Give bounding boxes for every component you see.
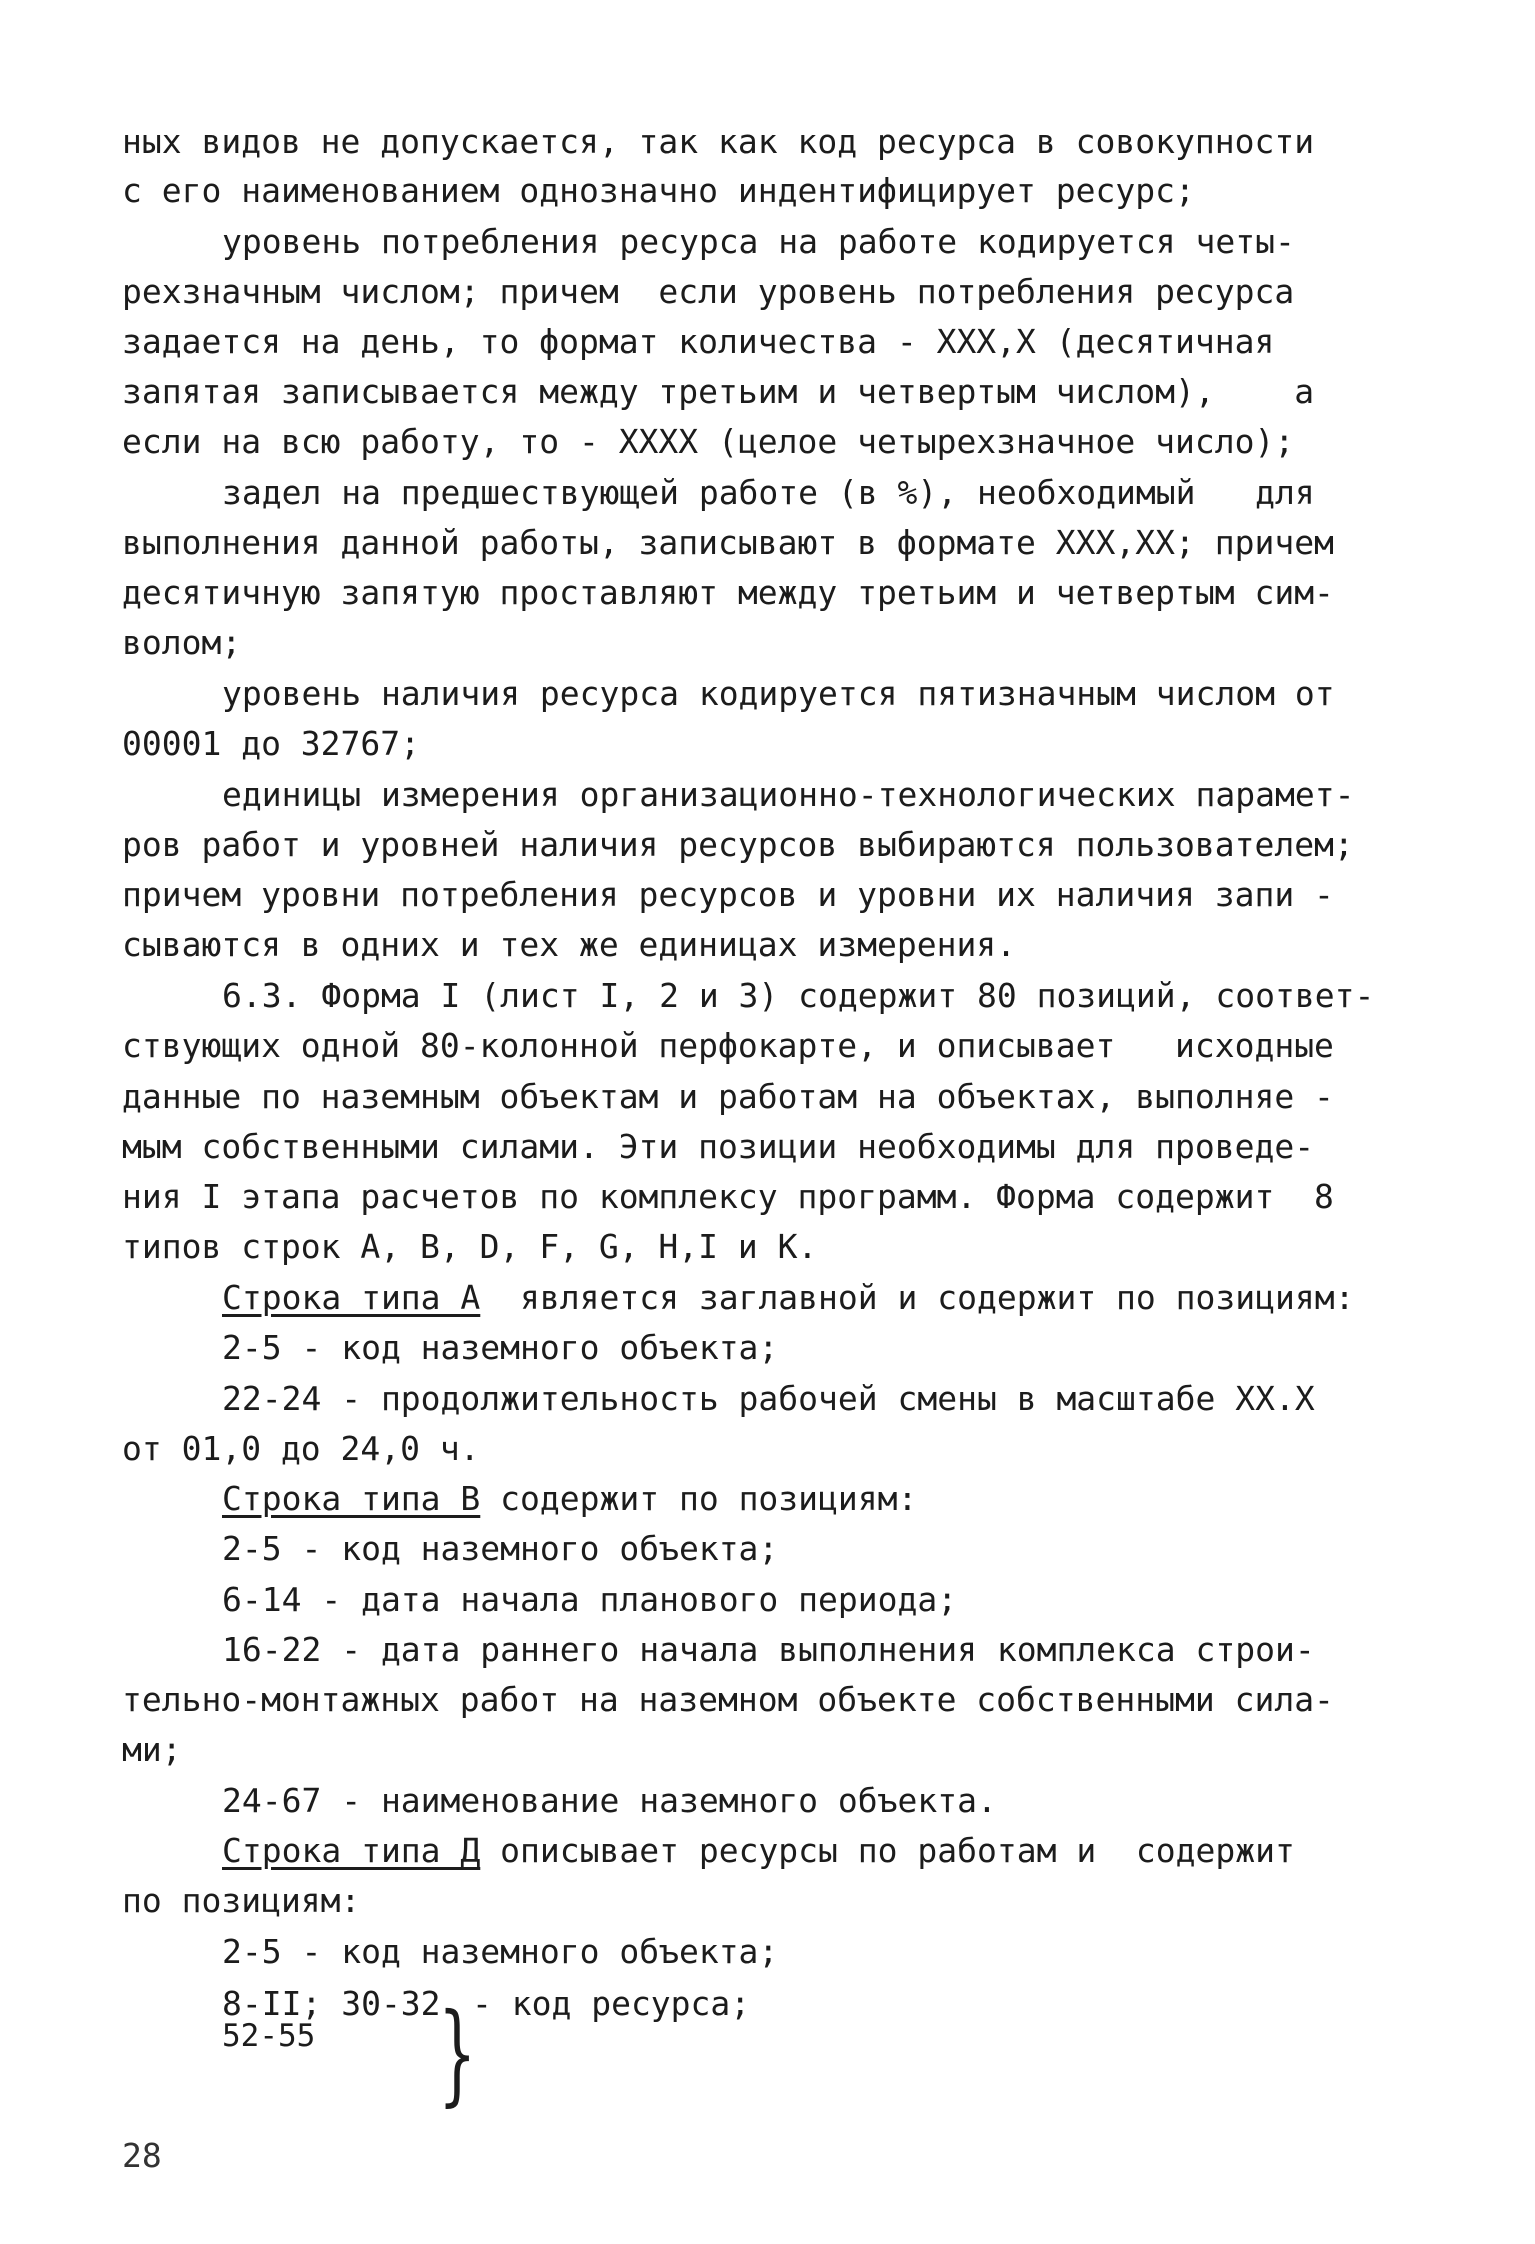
text-line: 2-5 - код наземного объекта; bbox=[222, 1932, 779, 1971]
text-line: причем уровни потребления ресурсов и уровни их наличия запи - bbox=[122, 875, 1334, 914]
text-line: задается на день, то формат количества - XXX,X (десятичная bbox=[122, 322, 1275, 361]
text-line: с его наименованием однозначно индентифицирует ресурс; bbox=[122, 171, 1195, 210]
text-line: 22-24 - продолжительность рабочей смены в масштабе XX.X bbox=[222, 1379, 1315, 1418]
text-line: ров работ и уровней наличия ресурсов выбираются пользователем; bbox=[122, 825, 1354, 864]
text-line: данные по наземным объектам и работам на объектах, выполняе - bbox=[122, 1077, 1334, 1116]
text-line: десятичную запятую проставляют между третьим и четвертым сим- bbox=[122, 573, 1334, 612]
resource-code-positions: 8-II; 30-32 bbox=[222, 1984, 441, 2023]
text-line: уровень наличия ресурса кодируется пятизначным числом от bbox=[222, 674, 1335, 713]
resource-code-label: - код ресурса; bbox=[472, 1984, 751, 2023]
text-line: задел на предшествующей работе (в %), необходимый для bbox=[222, 473, 1315, 512]
text-line: тельно-монтажных работ на наземном объекте собственными сила- bbox=[122, 1680, 1334, 1719]
curly-brace: } bbox=[438, 1989, 477, 2117]
row-type-b-text: содержит по позициям: bbox=[500, 1479, 918, 1518]
text-line bbox=[222, 1831, 1295, 1871]
text-line: от 01,0 до 24,0 ч. bbox=[122, 1429, 480, 1468]
text-line: 2-5 - код наземного объекта; bbox=[222, 1328, 779, 1367]
text-line: уровень потребления ресурса на работе кодируется четы- bbox=[222, 222, 1295, 261]
page-number: 28 bbox=[122, 2136, 162, 2175]
text-line: по позициям: bbox=[122, 1881, 361, 1920]
text-line: волом; bbox=[122, 623, 242, 662]
text-line bbox=[222, 1479, 917, 1519]
text-line: запятая записывается между третьим и четвертым числом), а bbox=[122, 372, 1315, 411]
text-line: ния I этапа расчетов по комплексу программ. Форма содержит 8 bbox=[122, 1177, 1334, 1216]
text-line: 00001 до 32767; bbox=[122, 724, 421, 763]
text-line: 2-5 - код наземного объекта; bbox=[222, 1529, 779, 1568]
row-type-d-heading: Строка типа Д bbox=[222, 1831, 481, 1870]
text-line: сываются в одних и тех же единицах измерения. bbox=[122, 925, 1017, 964]
row-type-b-heading: Строка типа В bbox=[222, 1479, 481, 1518]
text-line: выполнения данной работы, записывают в формате XXX,XX; причем bbox=[122, 523, 1334, 562]
text-line: 16-22 - дата раннего начала выполнения комплекса строи- bbox=[222, 1630, 1315, 1669]
text-line: единицы измерения организационно-технологических парамет- bbox=[222, 775, 1355, 814]
text-line: если на всю работу, то - XXXX (целое четырехзначное число); bbox=[122, 422, 1295, 461]
row-type-a-text: является заглавной и содержит по позициям: bbox=[520, 1278, 1355, 1317]
text-line: 24-67 - наименование наземного объекта. bbox=[222, 1781, 997, 1820]
resource-code-positions-extra: 52-55 bbox=[222, 2018, 316, 2054]
text-line: рехзначным числом; причем если уровень потребления ресурса bbox=[122, 272, 1295, 311]
text-line: типов строк A, B, D, F, G, H,I и K. bbox=[122, 1227, 818, 1266]
text-line: ми; bbox=[122, 1730, 182, 1769]
text-line: мым собственными силами. Эти позиции необходимы для проведе- bbox=[122, 1127, 1315, 1166]
row-type-d-text: описывает ресурсы по работам и содержит bbox=[500, 1831, 1295, 1870]
row-type-a-heading: Строка типа А bbox=[222, 1278, 481, 1317]
text-line bbox=[222, 1278, 1354, 1318]
text-line: ных видов не допускается, так как код ресурса в совокупности bbox=[122, 122, 1315, 161]
text-line: 6-14 - дата начала планового периода; bbox=[222, 1580, 958, 1619]
text-line: ствующих одной 80-колонной перфокарте, и описывает исходные bbox=[122, 1026, 1334, 1065]
text-line: 6.3. Форма I (лист I, 2 и 3) содержит 80 позиций, соответ- bbox=[222, 976, 1375, 1015]
